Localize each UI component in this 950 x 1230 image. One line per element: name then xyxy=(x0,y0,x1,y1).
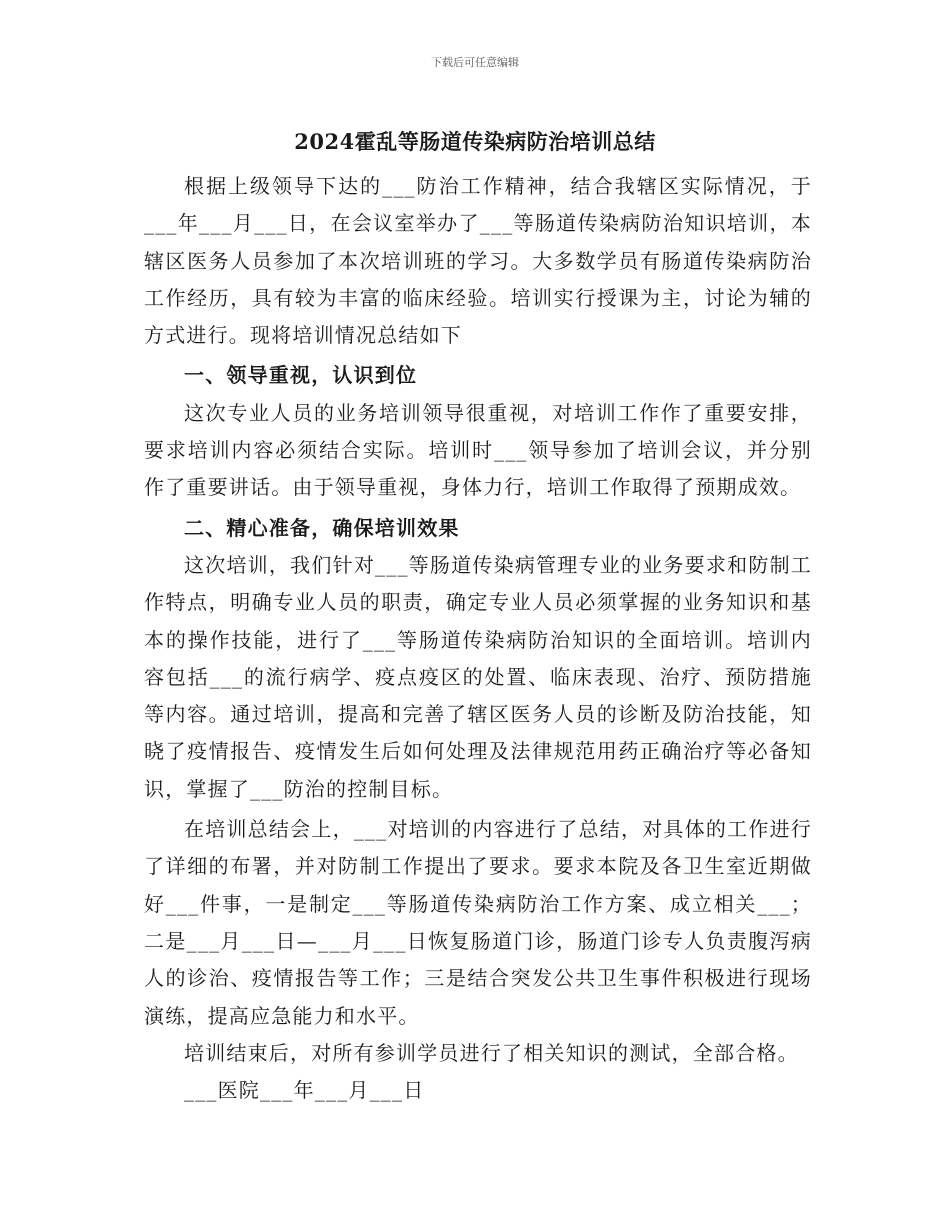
header-note: 下载后可任意编辑 xyxy=(431,56,519,69)
closing-paragraph: 培训结束后，对所有参训学员进行了相关知识的测试，全部合格。 xyxy=(184,1040,799,1065)
document-body xyxy=(144,168,812,1109)
section3-paragraph: 在培训总结会上，___对培训的内容进行了总结，对具体的工作进行了详细的布署，并对防制工作提出了要求。要求本院及各卫生室近期做好___件事，一是制定___等肠道传染病防治工作方案、成立相关___；二是___月___日—___月___日恢复肠道门诊，肠道门诊专人负责腹泻病人的诊治、疫情报告等工作；三是结合突发公共卫生事件积极进行现场演练，提高应急能力和水平。 xyxy=(144,817,812,1028)
section-heading-2: 二、精心准备，确保培训效果 xyxy=(184,515,460,540)
section1-paragraph: 这次专业人员的业务培训领导很重视，对培训工作作了重要安排，要求培训内容必须结合实际。培训时___领导参加了培训会议，并分别作了重要讲话。由于领导重视，身体力行，培训工作取得了预期成效。 xyxy=(144,400,812,500)
section-heading-1: 一、领导重视，认识到位 xyxy=(184,363,418,388)
document-title: 2024霍乱等肠道传染病防治培训总结 xyxy=(294,129,656,154)
signature-line: ___医院___年___月___日 xyxy=(184,1078,425,1103)
intro-paragraph: 根据上级领导下达的___防治工作精神，结合我辖区实际情况，于___年___月___日，在会议室举办了___等肠道传染病防治知识培训，本辖区医务人员参加了本次培训班的学习。大多数学员有肠道传染病防治工作经历，具有较为丰富的临床经验。培训实行授课为主，讨论为辅的方式进行。现将培训情况总结如下 xyxy=(144,174,812,348)
section2-paragraph: 这次培训，我们针对___等肠道传染病管理专业的业务要求和防制工作特点，明确专业人员的职责，确定专业人员必须掌握的业务知识和基本的操作技能，进行了___等肠道传染病防治知识的全面培训。培训内容包括___的流行病学、疫点疫区的处置、临床表现、治疗、预防措施等内容。通过培训，提高和完善了辖区医务人员的诊断及防治技能，知晓了疫情报告、疫情发生后如何处理及法律规范用药正确治疗等必备知识，掌握了___防治的控制目标。 xyxy=(144,552,812,801)
